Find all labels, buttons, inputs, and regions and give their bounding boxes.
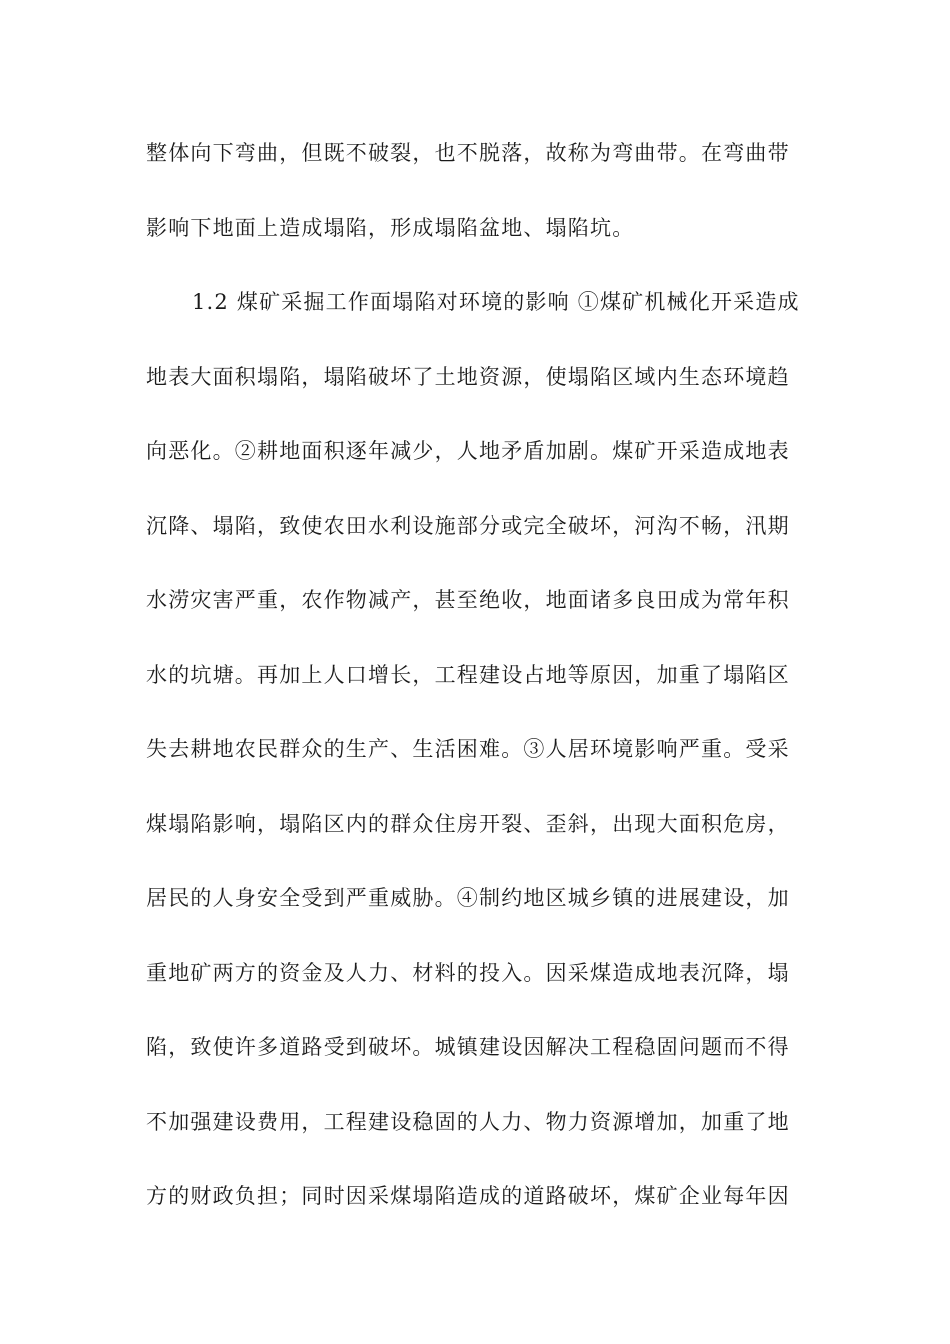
text-line: 整体向下弯曲，但既不破裂，也不脱落，故称为弯曲带。在弯曲带 bbox=[146, 141, 790, 165]
text-line: 沉降、塌陷，致使农田水利设施部分或完全破坏，河沟不畅，汛期 bbox=[146, 513, 790, 538]
text-line: 水的坑塘。再加上人口增长，工程建设占地等原因，加重了塌陷区 bbox=[146, 662, 790, 687]
text-line: 重地矿两方的资金及人力、材料的投入。因采煤造成地表沉降，塌 bbox=[146, 960, 790, 985]
text-line: 影响下地面上造成塌陷，形成塌陷盆地、塌陷坑。 bbox=[146, 215, 635, 240]
text-line: 方的财政负担；同时因采煤塌陷造成的道路破坏，煤矿企业每年因 bbox=[146, 1184, 790, 1208]
text-line: 不加强建设费用，工程建设稳固的人力、物力资源增加，加重了地 bbox=[146, 1109, 790, 1134]
text-line: 煤塌陷影响，塌陷区内的群众住房开裂、歪斜，出现大面积危房， bbox=[146, 811, 790, 836]
text-line: 地表大面积塌陷，塌陷破坏了土地资源，使塌陷区域内生态环境趋 bbox=[146, 364, 790, 389]
text-line: 向恶化。②耕地面积逐年减少，人地矛盾加剧。煤矿开采造成地表 bbox=[146, 439, 790, 463]
text-line: 水涝灾害严重，农作物减产，甚至绝收，地面诸多良田成为常年积 bbox=[146, 588, 790, 612]
text-line: 失去耕地农民群众的生产、生活困难。③人居环境影响严重。受采 bbox=[146, 737, 790, 761]
text-line: 陷，致使许多道路受到破坏。城镇建设因解决工程稳固问题而不得 bbox=[146, 1035, 790, 1059]
section-heading-line: 1.2 煤矿采掘工作面塌陷对环境的影响 ①煤矿机械化开采造成 bbox=[192, 290, 800, 314]
text-line: 居民的人身安全受到严重威胁。④制约地区城乡镇的进展建设，加 bbox=[146, 886, 790, 910]
body-text bbox=[146, 132, 806, 1250]
